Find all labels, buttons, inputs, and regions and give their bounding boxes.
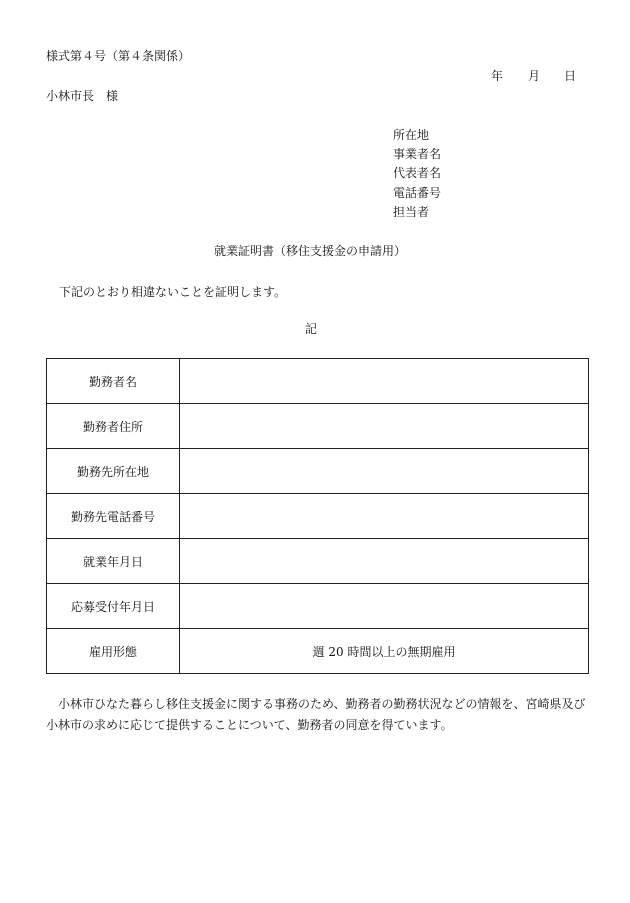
row-value-application-date[interactable]	[180, 584, 589, 629]
row-label-application-date: 応募受付年月日	[47, 584, 180, 629]
issuer-field-contact: 担当者	[393, 205, 430, 219]
table-row	[47, 404, 589, 449]
row-label-workplace-address: 勤務先所在地	[47, 449, 180, 494]
row-value-worker-name[interactable]	[180, 359, 589, 404]
table-row	[47, 494, 589, 539]
document-title: 就業証明書（移住支援金の申請用）	[214, 244, 407, 258]
consent-paragraph: 小林市ひなた暮らし移住支援金に関する事務のため、勤務者の勤務状況などの情報を、宮崎県及び小林市の求めに応じて提供することについて、勤務者の同意を得ています。	[46, 697, 586, 732]
form-number: 様式第４号（第４条関係）	[46, 49, 191, 63]
table-row	[47, 539, 589, 584]
row-value-workplace-phone[interactable]	[180, 494, 589, 539]
issuer-field-company: 事業者名	[393, 147, 442, 161]
table-row	[47, 629, 589, 674]
table-row	[47, 359, 589, 404]
row-label-worker-address: 勤務者住所	[47, 404, 180, 449]
row-label-employment-date: 就業年月日	[47, 539, 180, 584]
addressee: 小林市長 様	[46, 89, 119, 103]
row-value-employment-type: 週 20 時間以上の無期雇用	[180, 629, 589, 674]
table-row	[47, 449, 589, 494]
date-month: 月	[528, 69, 541, 83]
certificate-table	[46, 358, 589, 674]
row-label-employment-type: 雇用形態	[47, 629, 180, 674]
issuer-field-representative: 代表者名	[393, 166, 442, 180]
date-day: 日	[564, 69, 577, 83]
table-row	[47, 584, 589, 629]
row-label-worker-name: 勤務者名	[47, 359, 180, 404]
date-year: 年	[491, 69, 504, 83]
intro-text: 下記のとおり相違ないことを証明します。	[59, 285, 287, 299]
row-value-workplace-address[interactable]	[180, 449, 589, 494]
row-label-workplace-phone: 勤務先電話番号	[47, 494, 180, 539]
row-value-worker-address[interactable]	[180, 404, 589, 449]
ki-heading: 記	[305, 322, 318, 336]
issuer-field-address: 所在地	[393, 128, 430, 142]
issuer-field-phone: 電話番号	[393, 186, 442, 200]
row-value-employment-date[interactable]	[180, 539, 589, 584]
